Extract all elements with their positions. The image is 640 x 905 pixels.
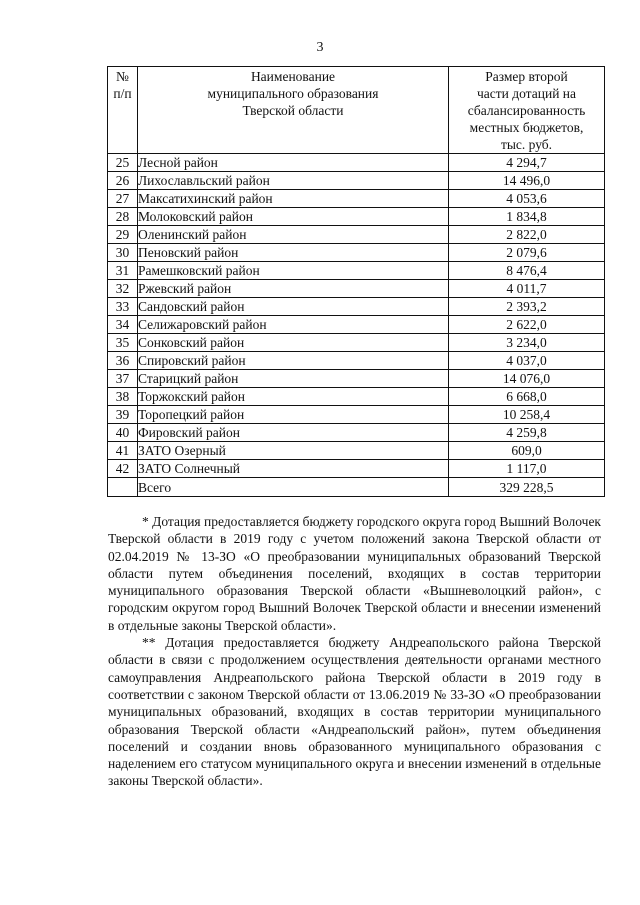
row-amount: 4 011,7 [449, 280, 605, 298]
row-municipality-name: ЗАТО Солнечный [138, 460, 449, 478]
row-municipality-name: Старицкий район [138, 370, 449, 388]
row-number: 28 [108, 208, 138, 226]
row-number: 38 [108, 388, 138, 406]
row-municipality-name: Сонковский район [138, 334, 449, 352]
header-amount: Размер второй части дотаций на сбалансированность местных бюджетов, тыс. руб. [449, 67, 605, 154]
row-municipality-name: Максатихинский район [138, 190, 449, 208]
table-row [108, 316, 605, 334]
table-header-row [108, 67, 605, 154]
table-row [108, 442, 605, 460]
row-number: 30 [108, 244, 138, 262]
table-row [108, 424, 605, 442]
row-amount: 6 668,0 [449, 388, 605, 406]
row-municipality-name: Пеновский район [138, 244, 449, 262]
row-municipality-name: Селижаровский район [138, 316, 449, 334]
row-number: 41 [108, 442, 138, 460]
table-row [108, 154, 605, 172]
row-number: 42 [108, 460, 138, 478]
row-number: 26 [108, 172, 138, 190]
row-amount: 609,0 [449, 442, 605, 460]
table-row [108, 208, 605, 226]
row-number: 39 [108, 406, 138, 424]
table-row [108, 406, 605, 424]
table-total-row [108, 478, 605, 497]
row-municipality-name: Лесной район [138, 154, 449, 172]
row-amount: 1 117,0 [449, 460, 605, 478]
header-num: № п/п [108, 67, 138, 154]
row-number: 33 [108, 298, 138, 316]
row-number: 40 [108, 424, 138, 442]
row-amount: 8 476,4 [449, 262, 605, 280]
row-municipality-name: Торжокский район [138, 388, 449, 406]
row-municipality-name: Сандовский район [138, 298, 449, 316]
footnote-1: * Дотация предоставляется бюджету городского округа город Вышний Волочек Тверской области в 2019 году с учетом положений закона Тверской области от 02.04.2019 № 13-ЗО «О преобразовании муниципальных образований Тверской области путем объединения поселений, входящих в состав территории муниципального образования Тверской области «Вышневолоцкий район», с городским округом город Вышний Волочек Тверской области и внесении изменений в отдельные законы Тверской области». [108, 514, 601, 633]
row-amount: 2 822,0 [449, 226, 605, 244]
row-amount: 2 393,2 [449, 298, 605, 316]
row-amount: 4 037,0 [449, 352, 605, 370]
table-body [108, 154, 605, 497]
table-row [108, 280, 605, 298]
row-number: 27 [108, 190, 138, 208]
total-label: Всего [138, 478, 449, 497]
row-number: 34 [108, 316, 138, 334]
table-row [108, 370, 605, 388]
footnotes [108, 513, 601, 790]
row-municipality-name: Оленинский район [138, 226, 449, 244]
row-municipality-name: Фировский район [138, 424, 449, 442]
table-row [108, 352, 605, 370]
table-row [108, 226, 605, 244]
row-amount: 4 294,7 [449, 154, 605, 172]
row-municipality-name: Рамешковский район [138, 262, 449, 280]
table-row [108, 388, 605, 406]
footnote-2: ** Дотация предоставляется бюджету Андреапольского района Тверской области в связи с продолжением осуществления деятельности органами местного самоуправления Андреапольского района Тверской области в 2019 году в соответствии с законом Тверской области от 13.06.2019 № 33-ЗО «О преобразовании муниципальных образований, входящих в состав территории муниципального образования Тверской области «Андреапольский район», путем объединения поселений и создании вновь образованного муниципального образования с наделением его статусом муниципального округа и внесении изменений в отдельные законы Тверской области». [108, 635, 601, 789]
total-amount: 329 228,5 [449, 478, 605, 497]
row-municipality-name: ЗАТО Озерный [138, 442, 449, 460]
row-amount: 4 259,8 [449, 424, 605, 442]
page-number: 3 [316, 40, 324, 55]
row-municipality-name: Лихославльский район [138, 172, 449, 190]
row-number: 35 [108, 334, 138, 352]
row-municipality-name: Торопецкий район [138, 406, 449, 424]
table-row [108, 172, 605, 190]
row-number: 32 [108, 280, 138, 298]
row-number: 31 [108, 262, 138, 280]
row-amount: 14 076,0 [449, 370, 605, 388]
row-number: 29 [108, 226, 138, 244]
table-row [108, 262, 605, 280]
row-amount: 1 834,8 [449, 208, 605, 226]
row-number: 25 [108, 154, 138, 172]
row-municipality-name: Ржевский район [138, 280, 449, 298]
header-name: Наименование муниципального образования Тверской области [138, 67, 449, 154]
table-row [108, 460, 605, 478]
row-amount: 4 053,6 [449, 190, 605, 208]
row-amount: 2 079,6 [449, 244, 605, 262]
row-amount: 2 622,0 [449, 316, 605, 334]
table-row [108, 190, 605, 208]
row-amount: 3 234,0 [449, 334, 605, 352]
row-municipality-name: Молоковский район [138, 208, 449, 226]
row-number: 37 [108, 370, 138, 388]
total-empty-cell [108, 478, 138, 497]
row-amount: 10 258,4 [449, 406, 605, 424]
table-row [108, 298, 605, 316]
table-row [108, 334, 605, 352]
row-municipality-name: Спировский район [138, 352, 449, 370]
table-row [108, 244, 605, 262]
row-amount: 14 496,0 [449, 172, 605, 190]
row-number: 36 [108, 352, 138, 370]
budget-subsidy-table [107, 66, 605, 497]
